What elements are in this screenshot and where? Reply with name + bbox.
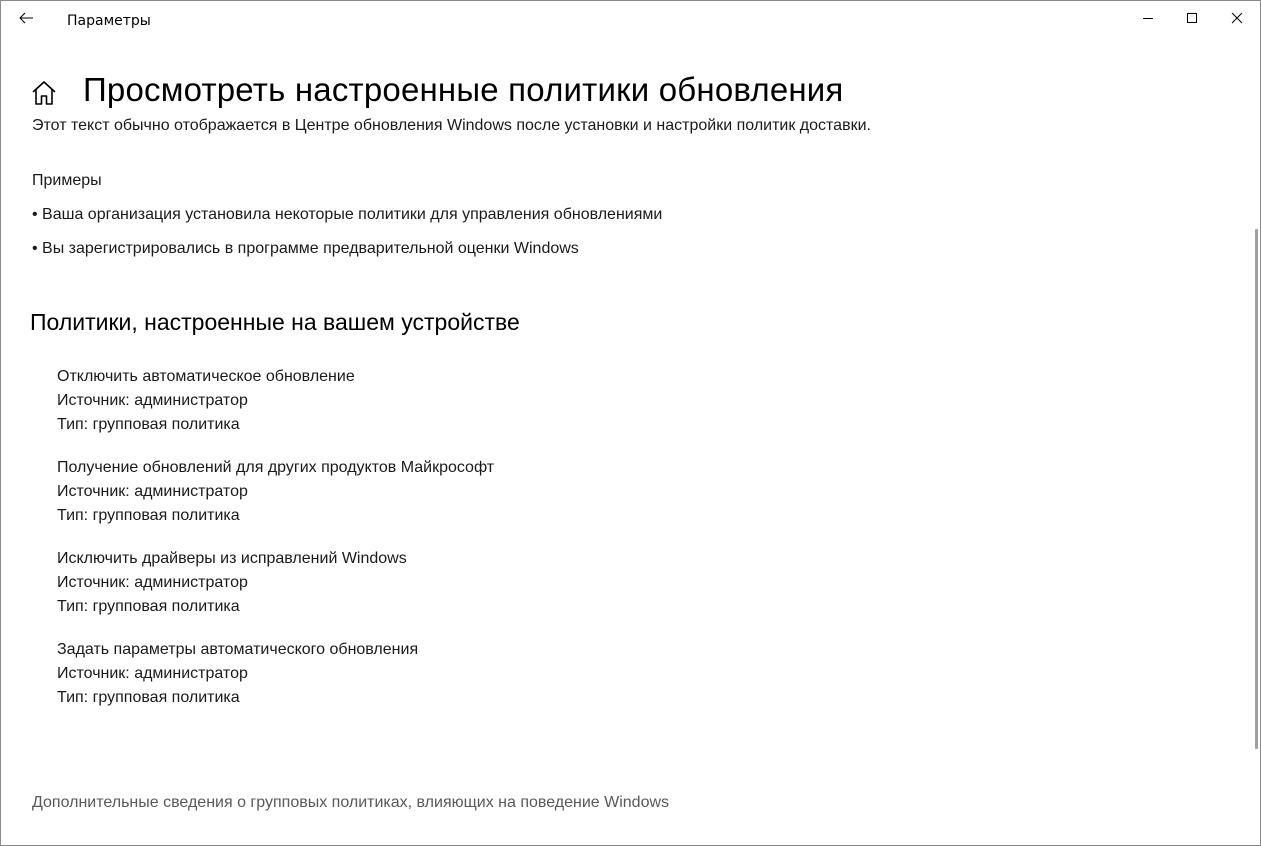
app-title: Параметры (67, 13, 151, 29)
minimize-icon (1142, 12, 1154, 24)
arrow-left-icon (18, 10, 34, 26)
policy-name: Задать параметры автоматического обновления (57, 641, 419, 658)
minimize-button[interactable] (1125, 1, 1171, 35)
policy-source: Источник: администратор (57, 392, 248, 409)
policy-source: Источник: администратор (57, 574, 248, 591)
home-icon[interactable] (30, 79, 58, 107)
policy-type: Тип: групповая политика (57, 689, 240, 706)
policy-item (57, 638, 418, 710)
example-bullet: • Ваша организация установила некоторые политики для управления обновлениями (32, 206, 663, 223)
group-policy-info-link[interactable]: Дополнительные сведения о групповых политиках, влияющих на поведение Windows (32, 794, 670, 811)
examples-title: Примеры (32, 172, 102, 189)
policy-name: Исключить драйверы из исправлений Windows (57, 550, 407, 567)
policy-source: Источник: администратор (57, 483, 248, 500)
content-area (1, 109, 1251, 845)
title-bar (1, 1, 1260, 37)
policy-source: Источник: администратор (57, 665, 248, 682)
policy-item (57, 547, 407, 619)
policy-item (57, 365, 355, 437)
close-icon (1231, 12, 1243, 24)
policy-type: Тип: групповая политика (57, 598, 240, 615)
policy-name: Отключить автоматическое обновление (57, 368, 355, 385)
intro-text: Этот текст обычно отображается в Центре обновления Windows после установки и настройки политик доставки. (32, 117, 871, 134)
policy-item (57, 456, 494, 528)
maximize-button[interactable] (1169, 1, 1215, 35)
page-title: Просмотреть настроенные политики обновления (83, 71, 844, 108)
policy-type: Тип: групповая политика (57, 416, 240, 433)
policy-type: Тип: групповая политика (57, 507, 240, 524)
maximize-icon (1186, 12, 1198, 24)
policy-name: Получение обновлений для других продуктов Майкрософт (57, 459, 495, 476)
policies-section-title: Политики, настроенные на вашем устройстве (30, 309, 520, 335)
example-bullet: • Вы зарегистрировались в программе предварительной оценки Windows (32, 240, 579, 257)
back-button[interactable] (9, 3, 43, 33)
vertical-scrollbar[interactable] (1255, 229, 1258, 749)
close-button[interactable] (1214, 1, 1260, 35)
